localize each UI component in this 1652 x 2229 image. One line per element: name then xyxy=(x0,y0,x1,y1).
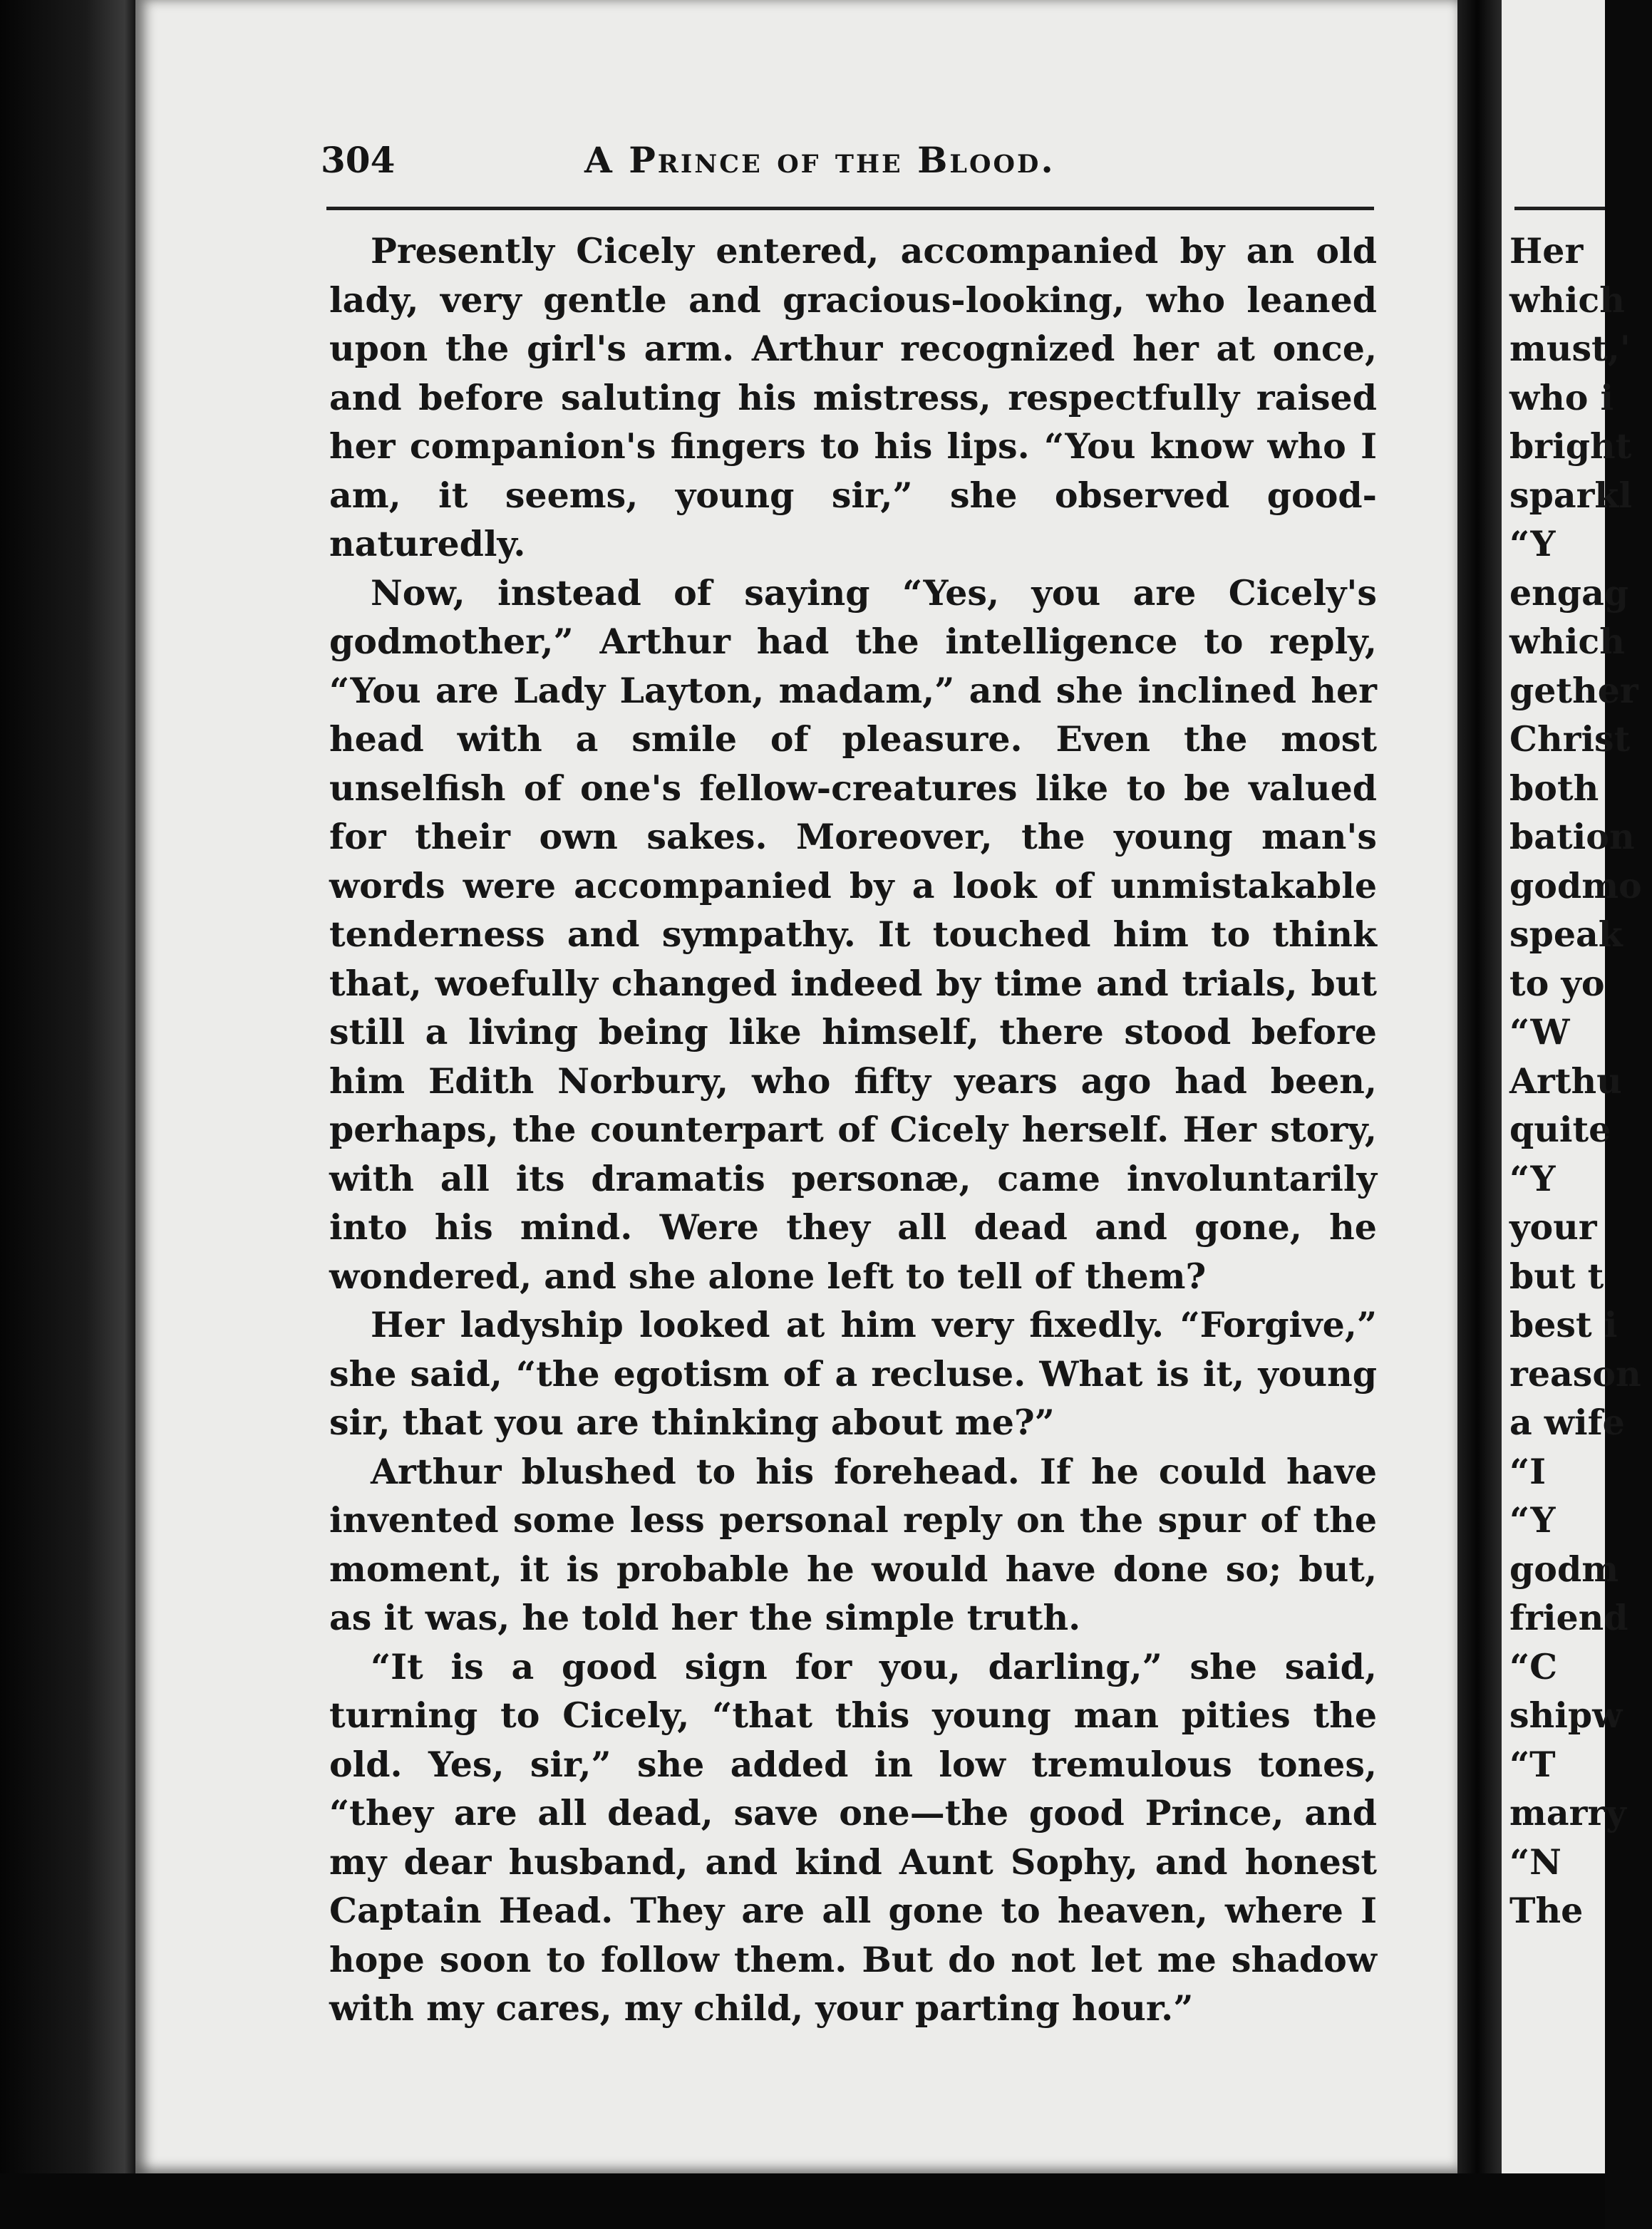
facing-page-line: engag xyxy=(1509,572,1629,614)
facing-page-line: friend xyxy=(1509,1597,1628,1638)
facing-page-line: but t xyxy=(1509,1255,1604,1297)
facing-page-line: “T xyxy=(1509,1743,1556,1785)
facing-page-line: “N xyxy=(1509,1841,1561,1883)
facing-page-line: “C xyxy=(1509,1645,1558,1687)
paragraph: Arthur blushed to his forehead. If he could have invented some less personal reply on the spur of the moment, it is probable he would have done so; but, as it was, he told her the simple truth. xyxy=(329,1450,1377,1638)
body-text xyxy=(329,227,1377,2033)
facing-page-line: “Y xyxy=(1509,1157,1556,1199)
scan-border-left xyxy=(0,0,135,2229)
paragraph: “It is a good sign for you, darling,” she said, turning to Cicely, “that this young man pities the old. Yes, sir,” she added in low tremulous tones, “they are all dead, save one—the good Prince, and my dear husband, and kind Aunt Sophy, and honest Captain Head. They are all gone to heaven, where I hope soon to follow them. But do not let me shadow with my cares, my child, your parting hour.” xyxy=(329,1645,1377,2029)
facing-page-line: bation xyxy=(1509,816,1635,857)
facing-page-text xyxy=(1509,227,1652,1935)
facing-page-line: “I xyxy=(1509,1450,1547,1492)
facing-page-line: both xyxy=(1509,767,1599,809)
paragraph: Now, instead of saying “Yes, you are Cicely's godmother,” Arthur had the intelligence to reply, “You are Lady Layton, madam,” and she inclined her head with a smile of pleasure. Even the most unselfish of one's fellow-creatures like to be valued for their own sakes. Moreover, the young man's words were accompanied by a look of unmistakable tenderness and sympathy. It touched him to think that, woefully changed indeed by time and trials, but still a living being like himself, there stood before him Edith Norbury, who fifty years ago had been, perhaps, the counterpart of Cicely herself. Her story, with all its dramatis personæ, came involuntarily into his mind. Were they all dead and gone, he wondered, and she alone left to tell of them? xyxy=(329,572,1377,1297)
facing-page-line: best i xyxy=(1509,1304,1618,1345)
facing-page-line: to yo xyxy=(1509,962,1605,1004)
facing-page-line: who i xyxy=(1509,376,1614,418)
facing-page-line: Her xyxy=(1509,230,1584,271)
facing-page-line: speak xyxy=(1509,914,1623,955)
paragraph: Presently Cicely entered, accompanied by an old lady, very gentle and gracious-looking, who leaned upon the girl's arm. Arthur recognized her at once, and before saluting his mistress, respectfully raised her companion's fingers to his lips. “You know who I am, it seems, young sir,” she observed good-naturedly. xyxy=(329,230,1377,564)
facing-page-line: “Y xyxy=(1509,523,1556,564)
book-gutter xyxy=(1457,0,1502,2173)
facing-page-line: Arthu xyxy=(1509,1060,1622,1102)
facing-page-rule xyxy=(1514,207,1605,210)
facing-page-line: which xyxy=(1509,621,1625,662)
facing-page-line: bright xyxy=(1509,425,1632,467)
facing-page-line: sparkl xyxy=(1509,474,1632,516)
facing-page-line: gether xyxy=(1509,669,1638,711)
facing-page-line: “Y xyxy=(1509,1499,1556,1541)
facing-page-line: reason xyxy=(1509,1353,1641,1395)
facing-page-line: Christ xyxy=(1509,718,1631,760)
page-header xyxy=(321,139,1375,196)
facing-page-line: “W xyxy=(1509,1011,1570,1053)
facing-page-line: marry xyxy=(1509,1792,1626,1834)
facing-page-line: godmo xyxy=(1509,864,1642,906)
facing-page-line: must,' xyxy=(1509,328,1631,369)
facing-page-line: godm xyxy=(1509,1548,1619,1590)
scan-border-bottom xyxy=(0,2173,1605,2229)
facing-page-line: quite xyxy=(1509,1109,1611,1150)
facing-page-line: The xyxy=(1509,1890,1584,1931)
header-rule xyxy=(326,207,1374,210)
page-number: 304 xyxy=(321,139,396,181)
facing-page-line: your xyxy=(1509,1206,1597,1248)
facing-page-line: a wife xyxy=(1509,1402,1625,1443)
paragraph: Her ladyship looked at him very fixedly. “Forgive,” she said, “the egotism of a recluse. What is it, young sir, that you are thinking about me?” xyxy=(329,1304,1377,1443)
facing-page-line: which xyxy=(1509,279,1625,321)
running-title: A Prince of the Blood. xyxy=(584,139,1055,181)
facing-page-line: shipw xyxy=(1509,1695,1623,1736)
